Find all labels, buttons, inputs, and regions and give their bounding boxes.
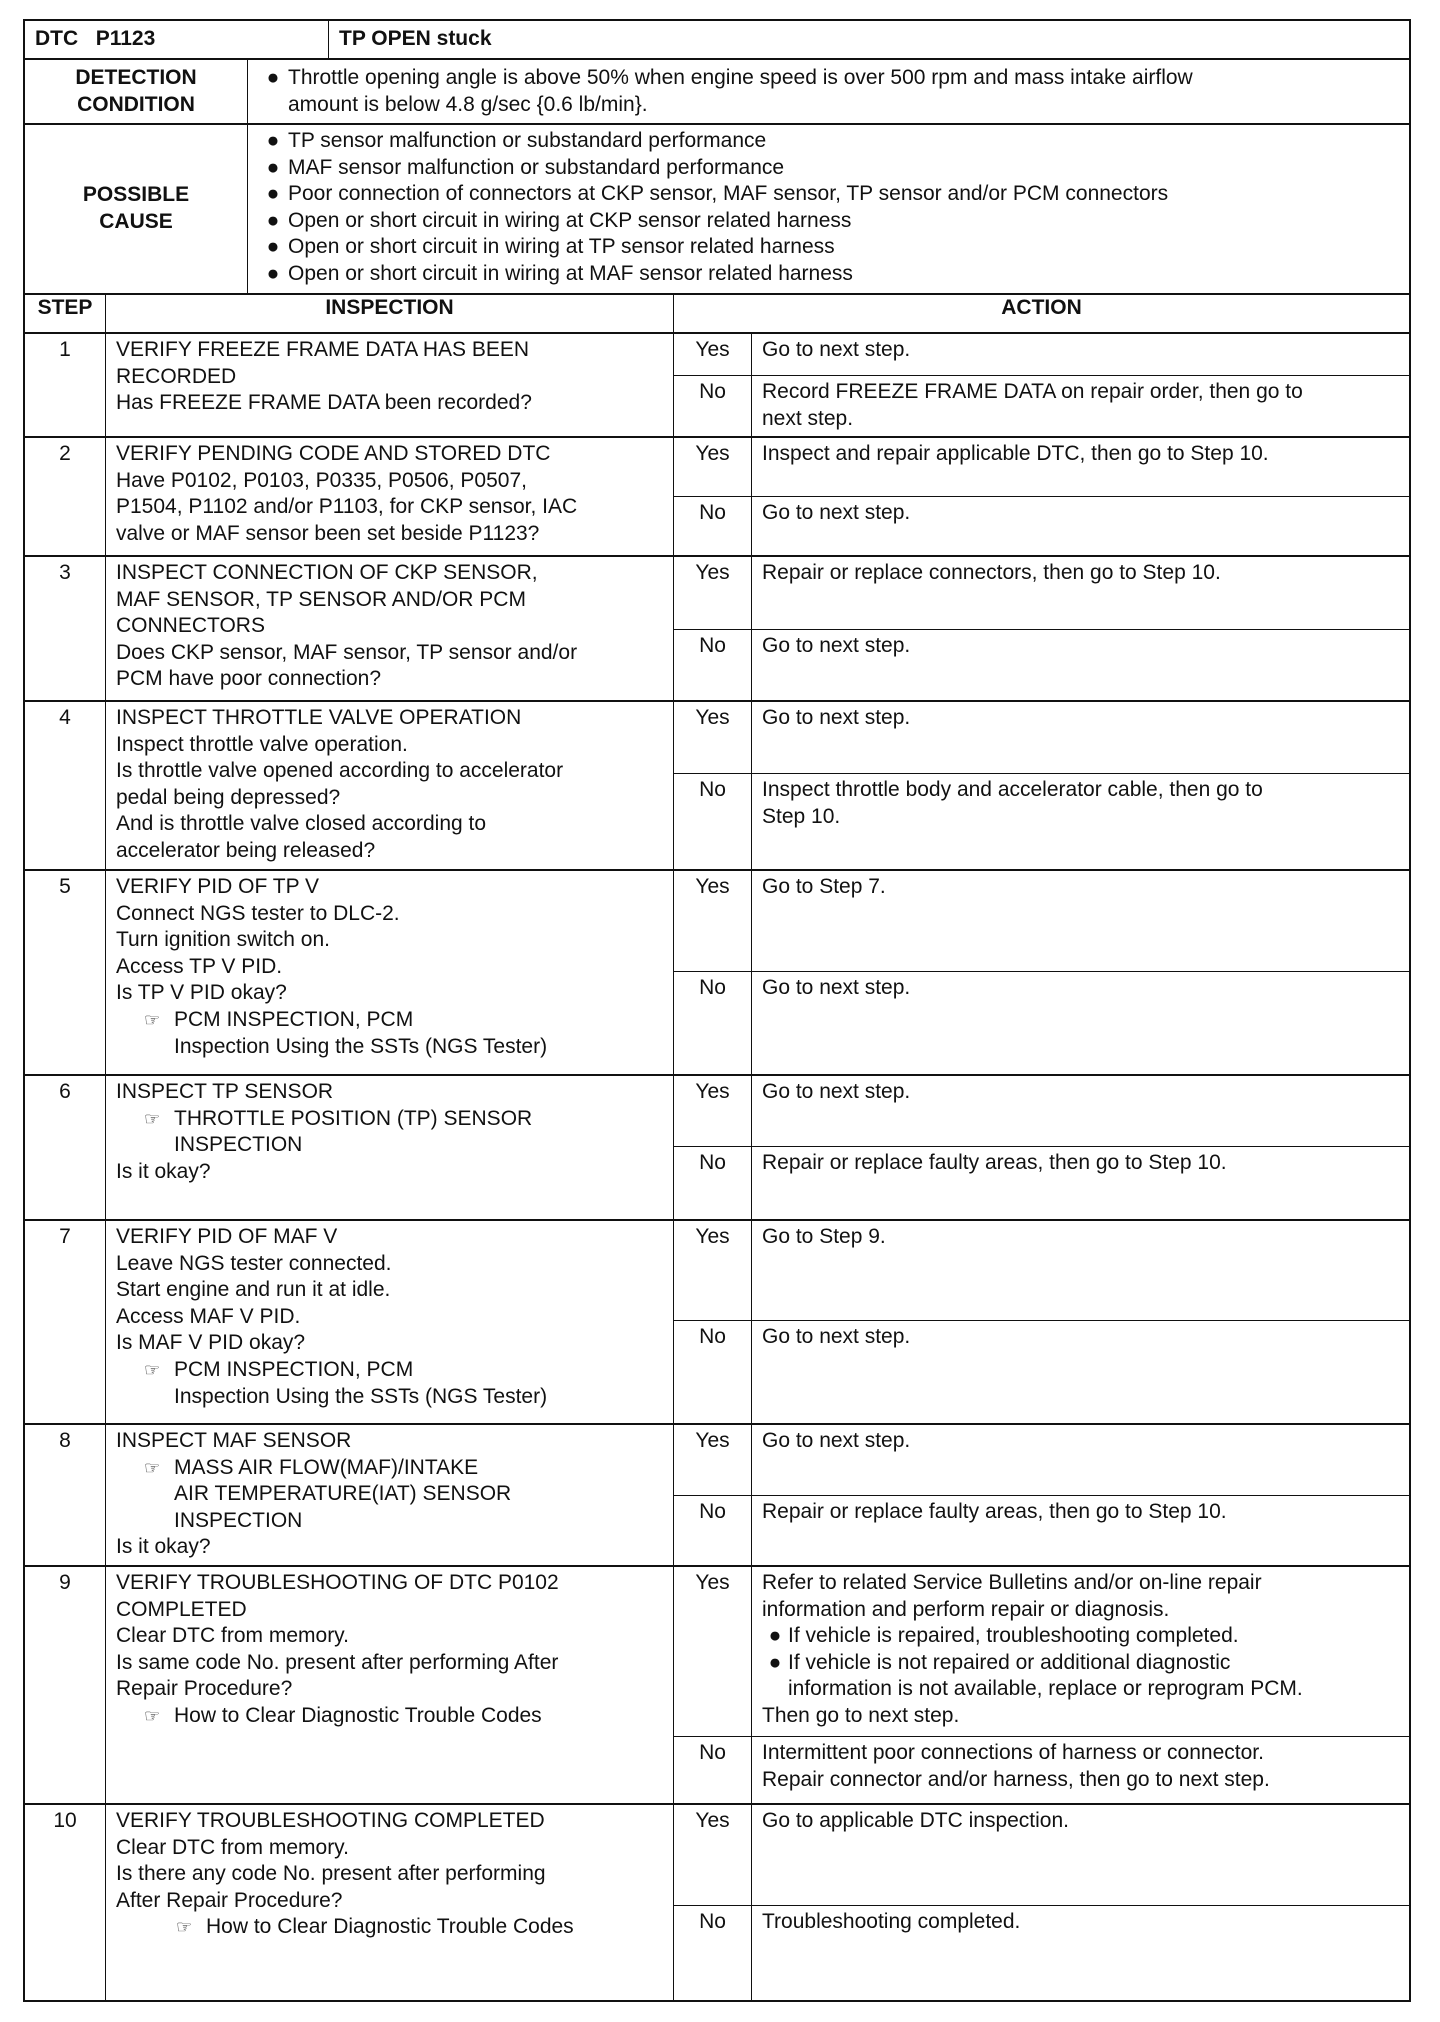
action-yes-branch	[674, 1221, 1409, 1321]
reference-link[interactable]	[116, 1914, 663, 1941]
dtc-code: P1123	[95, 27, 156, 50]
answer-no-label: No	[674, 1496, 752, 1565]
text-line: Repair Procedure?	[116, 1677, 293, 1701]
possible-cause-list	[248, 125, 1409, 293]
dtc-title: TP OPEN stuck	[339, 27, 492, 50]
cause-text: TP sensor malfunction or substandard performance	[288, 129, 767, 152]
inspection-cell	[106, 1221, 674, 1423]
action-yes-branch	[674, 334, 1409, 376]
text-line: Inspect throttle valve operation.	[116, 732, 408, 756]
action-yes-branch	[674, 1805, 1409, 1906]
action-no-branch	[674, 1496, 1409, 1565]
text-line: Record FREEZE FRAME DATA on repair order, then go to	[762, 380, 1303, 403]
action-yes-text	[752, 334, 1409, 375]
step-number: 6	[25, 1076, 106, 1219]
text-line: Step 10.	[762, 804, 841, 828]
dtc-label: DTC	[35, 27, 79, 50]
text-line: Go to applicable DTC inspection.	[762, 1809, 1069, 1832]
reference-link[interactable]	[116, 1106, 663, 1133]
action-bullet	[762, 1650, 1399, 1677]
reference-pointer-icon: ☞	[144, 1108, 161, 1129]
answer-no-label: No	[674, 972, 752, 1074]
inspection-cell	[106, 1567, 674, 1803]
text-line: Repair or replace faulty areas, then go to Step 10.	[762, 1151, 1227, 1174]
text-line: Go to next step.	[762, 1325, 911, 1348]
text-line: Go to next step.	[762, 634, 911, 657]
step-number: 7	[25, 1221, 106, 1423]
text-line: Repair or replace connectors, then go to Step 10.	[762, 561, 1221, 584]
action-yes-branch	[674, 438, 1409, 497]
answer-yes-label: Yes	[674, 557, 752, 629]
bullet-icon: ●	[266, 182, 280, 206]
inspection-cell	[106, 1805, 674, 2000]
label-line: CONDITION	[77, 92, 195, 116]
text-line: Go to Step 7.	[762, 875, 886, 898]
reference-link[interactable]	[116, 1357, 663, 1384]
action-yes-text	[752, 1805, 1409, 1905]
condition-line: amount is below 4.8 g/sec {0.6 lb/min}.	[288, 92, 648, 116]
text-line: VERIFY PID OF TP V	[116, 875, 320, 898]
action-no-text	[752, 1737, 1409, 1803]
cause-text: Open or short circuit in wiring at MAF sensor related harness	[288, 261, 853, 285]
answer-yes-label: Yes	[674, 438, 752, 496]
reference-text: PCM INSPECTION, PCM	[174, 1007, 414, 1031]
text-line: INSPECT CONNECTION OF CKP SENSOR,	[116, 561, 538, 584]
text-line: COMPLETED	[116, 1597, 247, 1621]
text-line: Go to next step.	[762, 706, 911, 729]
text-line: Go to next step.	[762, 338, 911, 361]
bullet-icon: ●	[266, 235, 280, 259]
column-header-row	[25, 295, 1409, 334]
text-line: And is throttle valve closed according to	[116, 812, 487, 836]
detection-condition-label	[25, 60, 248, 123]
step-row	[25, 334, 1409, 438]
answer-no-label: No	[674, 497, 752, 555]
step-row	[25, 557, 1409, 702]
possible-cause-label	[25, 125, 248, 293]
text-line: INSPECT TP SENSOR	[116, 1080, 334, 1103]
step-row	[25, 1425, 1409, 1567]
bullet-icon: ●	[266, 261, 280, 285]
text-line: VERIFY TROUBLESHOOTING COMPLETED	[116, 1809, 545, 1832]
inspection-cell	[106, 438, 674, 555]
text-line: Repair connector and/or harness, then go to next step.	[762, 1767, 1270, 1791]
text-line: RECORDED	[116, 364, 237, 388]
action-yes-text	[752, 557, 1409, 629]
text-line: Inspect throttle body and accelerator cable, then go to	[762, 778, 1263, 801]
bullet-text: If vehicle is repaired, troubleshooting completed.	[788, 1624, 1239, 1648]
action-no-text	[752, 630, 1409, 700]
action-bullet	[762, 1623, 1399, 1650]
text-line: Turn ignition switch on.	[116, 928, 330, 952]
text-line: Repair or replace faulty areas, then go to Step 10.	[762, 1500, 1227, 1523]
text-line: Inspection Using the SSTs (NGS Tester)	[174, 1384, 548, 1408]
action-cell	[674, 1567, 1409, 1803]
text-line: Troubleshooting completed.	[762, 1910, 1021, 1933]
label-line: POSSIBLE	[82, 183, 190, 207]
step-number: 10	[25, 1805, 106, 2000]
text-line: P1504, P1102 and/or P1103, for CKP sensor, IAC	[116, 495, 578, 519]
cause-text: Poor connection of connectors at CKP sensor, MAF sensor, TP sensor and/or PCM connectors	[288, 182, 1169, 206]
answer-yes-label: Yes	[674, 702, 752, 773]
step-number: 4	[25, 702, 106, 869]
text-line: Clear DTC from memory.	[116, 1624, 349, 1648]
action-cell	[674, 1805, 1409, 2000]
action-yes-text	[752, 1425, 1409, 1495]
action-no-text	[752, 774, 1409, 869]
step-number: 5	[25, 871, 106, 1074]
text-line: information and perform repair or diagnosis.	[762, 1597, 1170, 1621]
reference-pointer-icon: ☞	[176, 1917, 193, 1938]
dtc-code-cell	[25, 21, 329, 58]
reference-pointer-icon: ☞	[144, 1009, 161, 1030]
action-no-branch	[674, 376, 1409, 436]
text-line: information is not available, replace or reprogram PCM.	[788, 1677, 1303, 1701]
step-number: 8	[25, 1425, 106, 1565]
text-line: Is it okay?	[116, 1159, 211, 1183]
answer-yes-label: Yes	[674, 1425, 752, 1495]
text-line: accelerator being released?	[116, 838, 376, 862]
text-line: Is it okay?	[116, 1535, 211, 1559]
action-no-text	[752, 1496, 1409, 1565]
step-row	[25, 871, 1409, 1076]
step-row	[25, 1076, 1409, 1221]
text-line: Access MAF V PID.	[116, 1304, 301, 1328]
action-yes-branch	[674, 1567, 1409, 1737]
answer-no-label: No	[674, 1147, 752, 1219]
bullet-icon: ●	[768, 1624, 782, 1648]
possible-cause-item	[258, 155, 1409, 182]
text-line: MAF SENSOR, TP SENSOR AND/OR PCM	[116, 587, 526, 611]
action-cell	[674, 702, 1409, 869]
dtc-header-row	[25, 21, 1409, 60]
action-no-branch	[674, 774, 1409, 869]
reference-text: PCM INSPECTION, PCM	[174, 1357, 414, 1381]
column-header-step: STEP	[25, 295, 106, 332]
column-header-inspection: INSPECTION	[106, 295, 674, 332]
answer-no-label: No	[674, 376, 752, 436]
action-cell	[674, 334, 1409, 436]
detection-condition-row	[25, 60, 1409, 125]
answer-yes-label: Yes	[674, 1805, 752, 1905]
inspection-cell	[106, 334, 674, 436]
answer-no-label: No	[674, 1906, 752, 2000]
step-number: 1	[25, 334, 106, 436]
reference-pointer-icon: ☞	[144, 1457, 161, 1478]
text-line: Go to next step.	[762, 976, 911, 999]
possible-cause-row	[25, 125, 1409, 295]
action-cell	[674, 1425, 1409, 1565]
inspection-cell	[106, 871, 674, 1074]
label-line: CAUSE	[99, 210, 173, 233]
text-line: INSPECTION	[174, 1133, 303, 1157]
action-no-text	[752, 972, 1409, 1074]
bullet-text: If vehicle is not repaired or additional diagnostic	[788, 1650, 1231, 1674]
action-no-text	[752, 1147, 1409, 1219]
action-yes-branch	[674, 871, 1409, 972]
action-cell	[674, 871, 1409, 1074]
action-yes-text	[752, 1076, 1409, 1146]
text-line: Is there any code No. present after performing	[116, 1862, 546, 1886]
action-yes-text	[752, 702, 1409, 773]
text-line: Go to next step.	[762, 1080, 911, 1103]
text-line: VERIFY FREEZE FRAME DATA HAS BEEN	[116, 338, 530, 361]
reference-text: THROTTLE POSITION (TP) SENSOR	[174, 1106, 533, 1130]
cause-text: MAF sensor malfunction or substandard performance	[288, 155, 785, 179]
step-number: 3	[25, 557, 106, 700]
text-line: PCM have poor connection?	[116, 667, 381, 691]
reference-link[interactable]	[116, 1455, 663, 1482]
text-line: After Repair Procedure?	[116, 1888, 343, 1912]
text-line: Start engine and run it at idle.	[116, 1278, 391, 1302]
action-no-branch	[674, 497, 1409, 555]
text-line: INSPECTION	[174, 1508, 303, 1532]
answer-yes-label: Yes	[674, 871, 752, 971]
text-line: Go to Step 9.	[762, 1225, 886, 1248]
answer-no-label: No	[674, 630, 752, 700]
reference-link[interactable]	[116, 1007, 663, 1034]
reference-text: MASS AIR FLOW(MAF)/INTAKE	[174, 1455, 479, 1479]
possible-cause-item	[258, 261, 1409, 288]
text-line: Is MAF V PID okay?	[116, 1331, 306, 1355]
text-line: next step.	[762, 406, 854, 430]
action-yes-text	[752, 871, 1409, 971]
action-cell	[674, 1221, 1409, 1423]
action-no-branch	[674, 630, 1409, 700]
bullet-icon: ●	[266, 208, 280, 232]
action-no-text	[752, 497, 1409, 555]
action-yes-branch	[674, 557, 1409, 630]
action-no-text	[752, 1906, 1409, 2000]
action-no-branch	[674, 1321, 1409, 1423]
answer-no-label: No	[674, 1321, 752, 1423]
reference-text: How to Clear Diagnostic Trouble Codes	[174, 1703, 542, 1727]
text-line: Access TP V PID.	[116, 954, 283, 978]
text-line: Intermittent poor connections of harness or connector.	[762, 1741, 1264, 1764]
text-line: Inspect and repair applicable DTC, then go to Step 10.	[762, 442, 1269, 465]
possible-cause-item	[258, 234, 1409, 261]
step-row	[25, 702, 1409, 871]
action-cell	[674, 438, 1409, 555]
label-line: DETECTION	[75, 66, 197, 89]
bullet-icon: ●	[266, 155, 280, 179]
text-line: VERIFY PENDING CODE AND STORED DTC	[116, 442, 551, 465]
text-line: CONNECTORS	[116, 614, 265, 638]
action-yes-text	[752, 1221, 1409, 1320]
answer-yes-label: Yes	[674, 1221, 752, 1320]
text-line: VERIFY PID OF MAF V	[116, 1225, 338, 1248]
text-line: Is same code No. present after performing After	[116, 1650, 559, 1674]
text-line: Inspection Using the SSTs (NGS Tester)	[174, 1034, 548, 1058]
text-line: Clear DTC from memory.	[116, 1835, 349, 1859]
text-line: Does CKP sensor, MAF sensor, TP sensor and/or	[116, 640, 578, 664]
action-no-branch	[674, 1737, 1409, 1803]
reference-text: How to Clear Diagnostic Trouble Codes	[206, 1915, 574, 1939]
steps-body	[25, 334, 1409, 2000]
bullet-icon: ●	[266, 129, 280, 152]
answer-yes-label: Yes	[674, 1076, 752, 1146]
step-row	[25, 438, 1409, 557]
text-line: INSPECT THROTTLE VALVE OPERATION	[116, 706, 522, 729]
action-no-branch	[674, 1147, 1409, 1219]
inspection-cell	[106, 702, 674, 869]
cause-text: Open or short circuit in wiring at TP sensor related harness	[288, 235, 835, 259]
step-number: 9	[25, 1567, 106, 1803]
reference-link[interactable]	[116, 1703, 663, 1730]
action-yes-branch	[674, 1076, 1409, 1147]
text-line: Go to next step.	[762, 501, 911, 524]
column-header-action: ACTION	[1001, 296, 1082, 319]
action-cell	[674, 1076, 1409, 1219]
text-line: Refer to related Service Bulletins and/or on-line repair	[762, 1571, 1262, 1594]
text-line: Is throttle valve opened according to accelerator	[116, 759, 564, 783]
inspection-cell	[106, 1425, 674, 1565]
answer-yes-label: Yes	[674, 1567, 752, 1736]
text-line: Leave NGS tester connected.	[116, 1251, 392, 1275]
reference-pointer-icon: ☞	[144, 1359, 161, 1380]
bullet-icon: ●	[768, 1650, 782, 1674]
text-line: AIR TEMPERATURE(IAT) SENSOR	[174, 1482, 512, 1506]
text-line: Is TP V PID okay?	[116, 981, 287, 1005]
detection-condition-text	[248, 60, 1409, 123]
possible-cause-item	[258, 208, 1409, 235]
step-number: 2	[25, 438, 106, 555]
text-line: Go to next step.	[762, 1429, 911, 1452]
condition-line: Throttle opening angle is above 50% when engine speed is over 500 rpm and mass intake airflow	[288, 66, 1193, 89]
possible-cause-item	[258, 128, 1409, 155]
cause-text: Open or short circuit in wiring at CKP sensor related harness	[288, 208, 852, 232]
action-yes-branch	[674, 1425, 1409, 1496]
answer-no-label: No	[674, 1737, 752, 1803]
answer-yes-label: Yes	[674, 334, 752, 375]
bullet-icon: ●	[266, 66, 280, 89]
action-no-text	[752, 1321, 1409, 1423]
step-row	[25, 1221, 1409, 1425]
dtc-troubleshooting-table	[23, 19, 1411, 2002]
step-row	[25, 1567, 1409, 1805]
inspection-cell	[106, 557, 674, 700]
action-cell	[674, 557, 1409, 700]
action-yes-branch	[674, 702, 1409, 774]
reference-pointer-icon: ☞	[144, 1705, 161, 1726]
step-row	[25, 1805, 1409, 2000]
action-no-branch	[674, 972, 1409, 1074]
inspection-cell	[106, 1076, 674, 1219]
action-no-branch	[674, 1906, 1409, 2000]
text-line: INSPECT MAF SENSOR	[116, 1429, 352, 1452]
text-line: VERIFY TROUBLESHOOTING OF DTC P0102	[116, 1571, 559, 1594]
action-no-text	[752, 376, 1409, 436]
text-line: valve or MAF sensor been set beside P1123?	[116, 521, 540, 545]
answer-no-label: No	[674, 774, 752, 869]
action-yes-text	[752, 1567, 1409, 1736]
possible-cause-item	[258, 181, 1409, 208]
text-line: Then go to next step.	[762, 1703, 960, 1727]
text-line: Have P0102, P0103, P0335, P0506, P0507,	[116, 468, 527, 492]
text-line: Has FREEZE FRAME DATA been recorded?	[116, 391, 532, 415]
text-line: Connect NGS tester to DLC-2.	[116, 901, 400, 925]
action-yes-text	[752, 438, 1409, 496]
text-line: pedal being depressed?	[116, 785, 341, 809]
